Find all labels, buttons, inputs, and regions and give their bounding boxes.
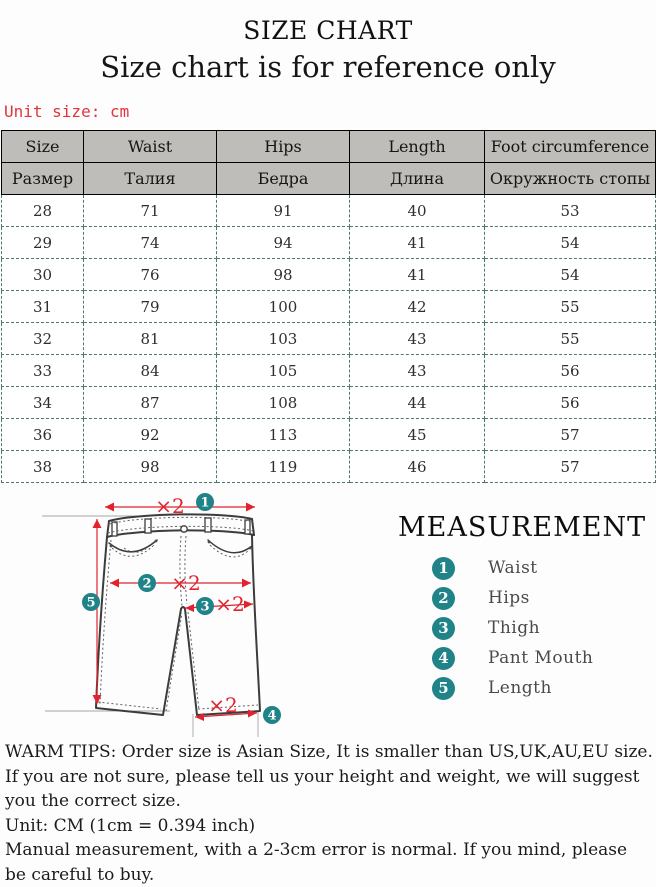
table-cell: 76 [84, 259, 217, 291]
table-row [2, 291, 656, 323]
legend-label-waist: Waist [488, 558, 538, 578]
table-cell: 32 [2, 323, 84, 355]
table-cell: 105 [217, 355, 350, 387]
table-cell: 119 [217, 451, 350, 483]
table-cell: 91 [217, 195, 350, 227]
warm-tips-line: If you are not sure, please tell us your height and weight, we will suggest you the correct size. [5, 766, 640, 811]
marker-4 [263, 706, 281, 724]
legend-badge-3: 3 [432, 617, 455, 640]
svg-text:5: 5 [86, 595, 96, 611]
x2-label-mouth: ×2 [208, 693, 238, 717]
warm-tips-line: WARM TIPS: Order size is Asian Size, It is smaller than US,UK,AU,EU size. [5, 742, 653, 762]
shorts-measurement-diagram [0, 487, 400, 743]
table-cell: 81 [84, 323, 217, 355]
table-cell: 87 [84, 387, 217, 419]
table-body [2, 195, 656, 483]
table-cell: 55 [485, 323, 656, 355]
legend-badge-2: 2 [432, 587, 455, 610]
table-row [2, 195, 656, 227]
svg-text:4: 4 [267, 708, 277, 724]
table-cell: 41 [350, 259, 485, 291]
legend-label-pant-mouth: Pant Mouth [488, 648, 594, 668]
table-cell: 103 [217, 323, 350, 355]
column-header-ru: Размер [2, 163, 84, 195]
table-cell: 57 [485, 419, 656, 451]
warm-tips-line: Unit: CM (1cm = 0.394 inch) [5, 815, 256, 836]
x2-label-hips: ×2 [171, 571, 201, 595]
legend-label-length: Length [488, 678, 552, 698]
warm-tips-line: Manual measurement, with a 2-3cm error is normal. If you mind, please be careful to buy. [5, 840, 628, 885]
legend-item-length [398, 673, 648, 703]
table-cell: 92 [84, 419, 217, 451]
table-cell: 44 [350, 387, 485, 419]
svg-text:3: 3 [200, 599, 210, 615]
legend-badge-4: 4 [432, 647, 455, 670]
table-cell: 84 [84, 355, 217, 387]
table-cell: 57 [485, 451, 656, 483]
waist-button [181, 526, 187, 532]
table-cell: 108 [217, 387, 350, 419]
table-cell: 29 [2, 227, 84, 259]
table-cell: 45 [350, 419, 485, 451]
table-header-row-en [2, 131, 656, 163]
table-header-row-ru [2, 163, 656, 195]
legend-badge-1: 1 [432, 557, 455, 580]
measurement-title: MEASUREMENT [398, 512, 647, 543]
legend-item-thigh [398, 613, 648, 643]
warm-tips [5, 740, 653, 887]
page-title: SIZE CHART [243, 16, 413, 45]
table-cell: 98 [84, 451, 217, 483]
table-row [2, 387, 656, 419]
table-cell: 43 [350, 323, 485, 355]
column-header-ru: Окружность стопы [485, 163, 656, 195]
column-header-en: Length [350, 131, 485, 163]
table-cell: 28 [2, 195, 84, 227]
svg-text:1: 1 [200, 495, 210, 511]
legend-item-waist [398, 553, 648, 583]
table-cell: 98 [217, 259, 350, 291]
page-subtitle: Size chart is for reference only [100, 50, 556, 84]
table-cell: 54 [485, 259, 656, 291]
table-cell: 53 [485, 195, 656, 227]
column-header-ru: Длина [350, 163, 485, 195]
table-cell: 113 [217, 419, 350, 451]
table-row [2, 259, 656, 291]
column-header-en: Hips [217, 131, 350, 163]
measurement-legend [398, 512, 648, 703]
table-cell: 74 [84, 227, 217, 259]
marker-2 [138, 574, 156, 592]
legend-label-hips: Hips [488, 588, 530, 608]
marker-1 [196, 493, 214, 511]
table-cell: 40 [350, 195, 485, 227]
table-cell: 56 [485, 387, 656, 419]
legend-item-hips [398, 583, 648, 613]
table-cell: 100 [217, 291, 350, 323]
table-cell: 34 [2, 387, 84, 419]
table-cell: 33 [2, 355, 84, 387]
table-cell: 42 [350, 291, 485, 323]
column-header-en: Size [2, 131, 84, 163]
table-cell: 41 [350, 227, 485, 259]
column-header-en: Foot circumference [485, 131, 656, 163]
x2-label-waist: ×2 [155, 494, 185, 518]
table-cell: 46 [350, 451, 485, 483]
table-row [2, 451, 656, 483]
column-header-ru: Бедра [217, 163, 350, 195]
table-cell: 54 [485, 227, 656, 259]
marker-5 [82, 593, 100, 611]
column-header-en: Waist [84, 131, 217, 163]
table-row [2, 419, 656, 451]
table-cell: 94 [217, 227, 350, 259]
column-header-ru: Талия [84, 163, 217, 195]
table-row [2, 323, 656, 355]
x2-label-thigh: ×2 [215, 592, 245, 616]
table-cell: 43 [350, 355, 485, 387]
table-cell: 30 [2, 259, 84, 291]
legend-label-thigh: Thigh [488, 618, 541, 638]
table-cell: 71 [84, 195, 217, 227]
table-cell: 79 [84, 291, 217, 323]
table-cell: 31 [2, 291, 84, 323]
table-cell: 55 [485, 291, 656, 323]
legend-item-pant-mouth [398, 643, 648, 673]
legend-badge-5: 5 [432, 677, 455, 700]
size-table [1, 130, 656, 483]
table-cell: 56 [485, 355, 656, 387]
svg-text:2: 2 [142, 576, 152, 592]
marker-3 [196, 597, 214, 615]
unit-note: Unit size: cm [4, 102, 130, 121]
table-cell: 36 [2, 419, 84, 451]
table-row [2, 355, 656, 387]
table-row [2, 227, 656, 259]
table-cell: 38 [2, 451, 84, 483]
